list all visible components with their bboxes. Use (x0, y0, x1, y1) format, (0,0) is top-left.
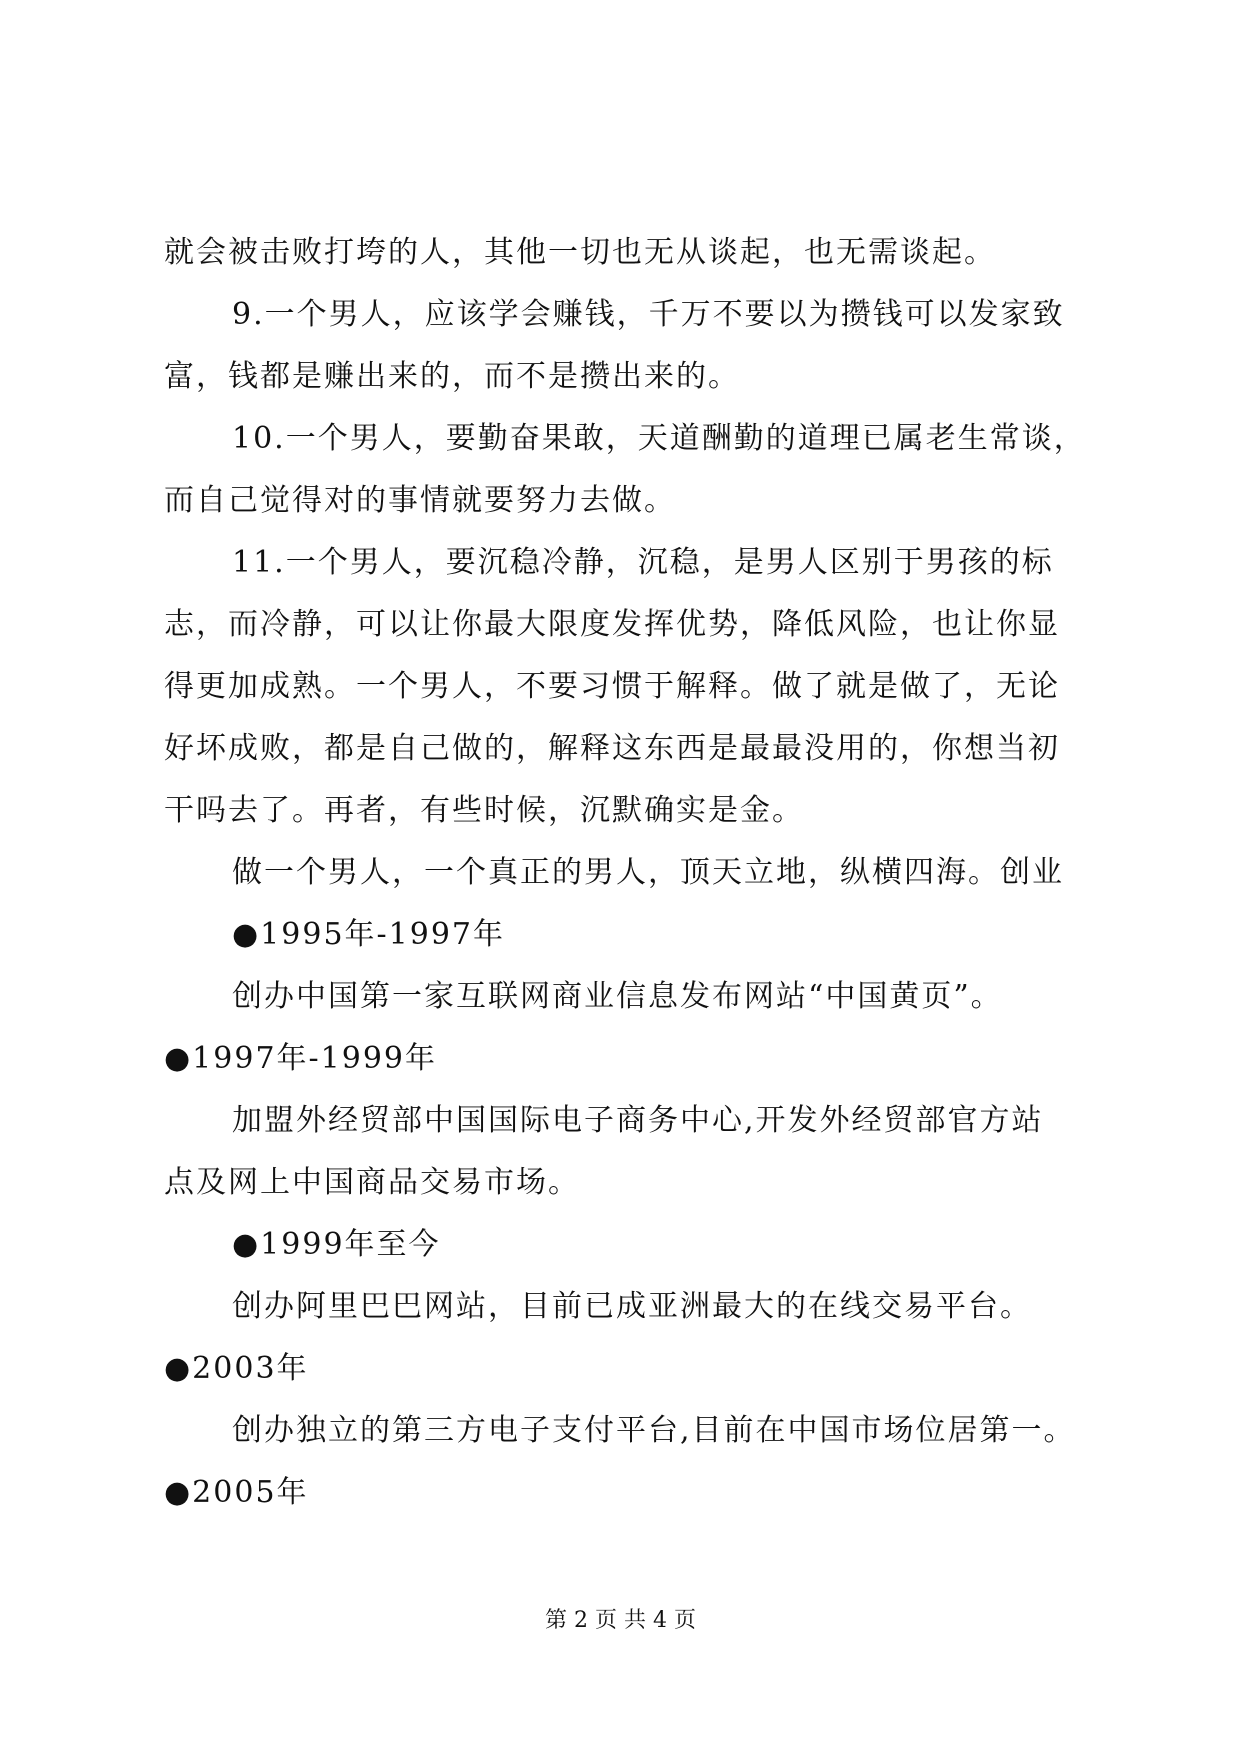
timeline-entry: ●2003年 (164, 1351, 309, 1386)
text-line: 干吗去了。再者，有些时候，沉默确实是金。 (164, 793, 804, 828)
text-line: 11.一个男人，要沉稳冷静，沉稳，是男人区别于男孩的标 (232, 545, 1054, 580)
text-line: 9.一个男人，应该学会赚钱，千万不要以为攒钱可以发家致 (232, 297, 1065, 332)
text-line: 富，钱都是赚出来的，而不是攒出来的。 (164, 359, 740, 394)
text-line: 就会被击败打垮的人，其他一切也无从谈起，也无需谈起。 (164, 235, 996, 270)
timeline-entry: ●2005年 (164, 1475, 309, 1510)
text-line: 10.一个男人，要勤奋果敢，天道酬勤的道理已属老生常谈， (232, 421, 1086, 456)
page-footer: 第 2 页 共 4 页 (545, 1608, 696, 1633)
text-line: 做一个男人，一个真正的男人，顶天立地，纵横四海。创业 (232, 855, 1064, 890)
text-line: 志，而冷静，可以让你最大限度发挥优势，降低风险，也让你显 (164, 607, 1060, 642)
document-body (164, 222, 1084, 1524)
text-line: 点及网上中国商品交易市场。 (164, 1165, 580, 1200)
text-line: 得更加成熟。一个男人，不要习惯于解释。做了就是做了，无论 (164, 669, 1060, 704)
timeline-entry: ●1997年-1999年 (164, 1041, 438, 1076)
text-line: 创办阿里巴巴网站，目前已成亚洲最大的在线交易平台。 (232, 1289, 1032, 1324)
text-line: 创办独立的第三方电子支付平台,目前在中国市场位居第一。 (232, 1413, 1076, 1448)
timeline-entry: ●1995年-1997年 (232, 917, 506, 952)
timeline-entry: ●1999年至今 (232, 1227, 441, 1262)
text-line: 好坏成败，都是自己做的，解释这东西是最最没用的，你想当初 (164, 731, 1060, 766)
text-line: 创办中国第一家互联网商业信息发布网站“中国黄页”。 (232, 979, 1003, 1014)
text-line: 加盟外经贸部中国国际电子商务中心,开发外经贸部官方站 (232, 1103, 1044, 1138)
text-line: 而自己觉得对的事情就要努力去做。 (164, 483, 676, 518)
